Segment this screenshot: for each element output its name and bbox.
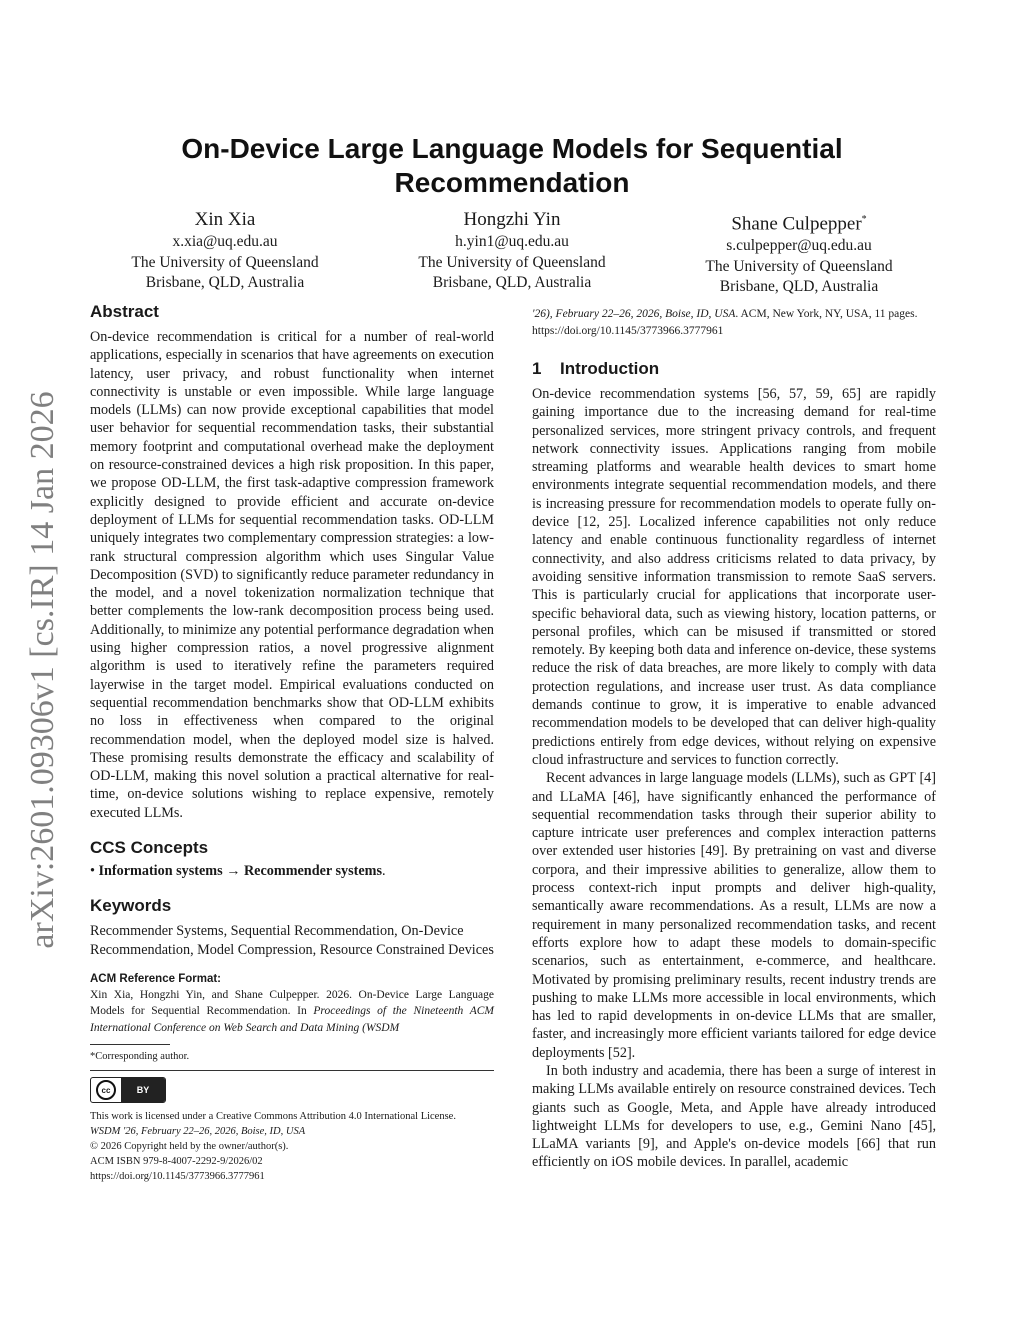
section-title: Introduction: [560, 359, 660, 378]
author-location: Brisbane, QLD, Australia: [432, 274, 592, 291]
author-name: Xin Xia: [194, 209, 256, 230]
ccs-item-b: Recommender systems: [243, 863, 382, 880]
reference-continued-italic: '26), February 22–26, 2026, Boise, ID, USA: [532, 308, 736, 320]
author-name: Shane Culpepper: [731, 213, 862, 235]
section-number: 1: [532, 359, 542, 378]
author-1: [90, 208, 360, 298]
ccs-end: .: [381, 863, 386, 880]
author-email: h.yin1@uq.edu.au: [455, 233, 569, 250]
ccs-heading: CCS Concepts: [90, 838, 209, 858]
author-affiliation: The University of Queensland: [705, 257, 893, 275]
arxiv-id: arXiv:2601.09306v1 [cs.IR] 14 Jan 2026: [24, 391, 61, 949]
introduction-heading: [532, 357, 936, 381]
abstract-heading: Abstract: [90, 302, 159, 321]
author-email: s.culpepper@uq.edu.au: [726, 237, 872, 255]
author-affiliation: The University of Queensland: [418, 253, 606, 271]
cc-icon: cc: [91, 1078, 121, 1102]
intro-paragraph-3: In both industry and academia, there has been a surge of interest in making LLMs available entirely on resource constrained devices. Tech giants such as Google, Meta, and Apple have already introduced lightweight LLMs for developers to use, e.g., Gemini Nano [45], LLaMA variants [9], and Apple's on-device models [66] that run efficiently on iOS mobile devices. In parallel, academic: [532, 1062, 936, 1171]
abstract-text: On-device recommendation is critical for a number of real-world applications, especially in scenarios that have agreements on execution latency, user privacy, and robust functionality when internet connectivity is unstable or even impossible. While large language models (LLMs) can now provide exceptional capabilities that model user behavior for sequential recommendation tasks, their substantial memory footprint and computational overhead make the deployment on resource-constrained devices a high risk proposition. In this paper, we propose OD-LLM, the first task-adaptive compression framework explicitly designed to provide efficient and accurate on-device deployment of LLMs for sequential recommendation tasks. OD-LLM uniquely integrates two complementary compression strategies: a low-rank structural compression algorithm which uses Singular Value Decomposition (SVD) to significantly reduce parameter redundancy in the model, and a novel tokenization normalization technique that better complements the low-rank decomposition process being used. Additionally, to minimize any potential performance degradation when using higher compression ratios, a novel progressive alignment algorithm is used to iteratively refine the parameters required layerwise in the target model. Empirical evaluations conducted on sequential recommendation benchmarks show that OD-LLM exhibits no loss in effectiveness when compared to the original recommendation model, when the deployed model size is halved. These promising results demonstrate the efficacy and scalability of OD-LLM, making this novel solution a practical alternative for real-time, on-device solutions wishing to replace expensive, remotely executed LLMs.: [90, 329, 494, 821]
footnote: *Corresponding author.: [90, 1051, 190, 1063]
ccs-item-a: Information systems: [98, 863, 223, 880]
license-line-2: WSDM '26, February 22–26, 2026, Boise, ID, USA: [90, 1126, 306, 1138]
reference-format-text: [90, 987, 494, 1037]
intro-paragraph-2: Recent advances in large language models (LLMs), such as GPT [4] and LLaMA [46], have significantly enhanced the performance of sequential recommendation tasks through their superior ability to capture intricate user preferences and complex interaction patterns over extended user histories [49]. By pretraining on vast and diverse corpora, and their impressive abilities to generalize, allow them to process context-rich input prompts and deliver high-quality, semantically aware recommendations. As a result, LLMs are now a requirement in many personalized recommendation tasks, and recent efforts explore how to adapt these models to domain-specific scenarios, such as entertainment, e-commerce, and healthcare. Motivated by promising preliminary results, recent industry trends are pushing to make LLMs more accessible in local environments, which has led to rapid developments in on-device LLMs that are smaller, faster, and increasingly more efficient variants tailored for edge device deployments [52].: [532, 770, 936, 1061]
author-3: [664, 208, 934, 298]
author-block: [90, 208, 934, 298]
reference-italic: Proceedings of the Nineteenth ACM International Conference on Web Search and Data Mining (WSDM: [90, 1005, 495, 1034]
ccs-bullet: •: [90, 863, 95, 880]
arxiv-watermark: [8, 380, 78, 960]
ccs-concepts: [90, 862, 494, 880]
license-line-1: This work is licensed under a Creative Commons Attribution 4.0 International License.: [90, 1111, 456, 1123]
right-column: [532, 300, 936, 1172]
left-column: [90, 300, 494, 1184]
reference-format-heading: ACM Reference Format:: [90, 972, 221, 985]
cc-by-license-badge[interactable]: [90, 1077, 166, 1103]
reference-continued-plain: . ACM, New York, NY, USA, 11 pages. https://doi.org/10.1145/3773966.3777961: [532, 308, 918, 337]
reference-continued: [532, 306, 936, 339]
corresponding-mark: *: [861, 214, 867, 225]
by-icon: BY: [121, 1078, 165, 1102]
author-2: [377, 208, 647, 298]
paper-title: On-Device Large Language Models for Sequential Recommendation: [181, 133, 843, 198]
ccs-arrow: →: [226, 863, 241, 880]
footnote-rule: [90, 1044, 170, 1045]
author-affiliation: The University of Queensland: [131, 253, 319, 271]
license-line-3: © 2026 Copyright held by the owner/author(s).: [90, 1141, 289, 1153]
license-rule: [90, 1070, 494, 1071]
author-email: x.xia@uq.edu.au: [172, 233, 278, 250]
intro-paragraph-1: On-device recommendation systems [56, 57, 59, 65] are rapidly gaining importance due to the increasing demand for real-time personalized services, more stringent privacy controls, and frequent network connectivity issues. Applications ranging from mobile streaming platforms and wearable health devices to smart home environments integrate sequential recommendation models, and there is increasing pressure for recommendation models to operate fully on-device [12, 25]. Localized inference capabilities not only reduce latency and enable continuous functionality regardless of internet connectivity, and also address criticisms related to data privacy, by avoiding sensitive information transmission to remote SaaS servers. This is particularly crucial for applications that incorporate user-specific behavioral data, such as viewing history, location patterns, or personal profiles, which can be misused if transmitted or stored remotely. By keeping both data and inference on-device, these systems reduce the risk of data breaches, are more likely to comply with data protection regulations, and increase user trust. As data compliance demands continue to grow, it is imperative to enable advanced recommendation models to be developed that can deliver high-quality predictions entirely from edge devices, without relying on expensive cloud infrastructure and services to function correctly.: [532, 386, 936, 768]
author-location: Brisbane, QLD, Australia: [145, 274, 305, 291]
reference-plain: Xin Xia, Hongzhi Yin, and Shane Culpepper. 2026. On-Device Large Language Models for Sequential Recommendation. In: [90, 988, 494, 1018]
license-doi-link[interactable]: https://doi.org/10.1145/3773966.3777961: [90, 1171, 265, 1183]
keywords-heading: Keywords: [90, 896, 172, 916]
author-name: Hongzhi Yin: [463, 209, 561, 230]
keywords-text: Recommender Systems, Sequential Recommendation, On-Device Recommendation, Model Compression, Resource Constrained Devices: [90, 923, 494, 958]
author-location: Brisbane, QLD, Australia: [719, 278, 879, 296]
license-line-4: ACM ISBN 979-8-4007-2292-9/2026/02: [90, 1156, 263, 1168]
